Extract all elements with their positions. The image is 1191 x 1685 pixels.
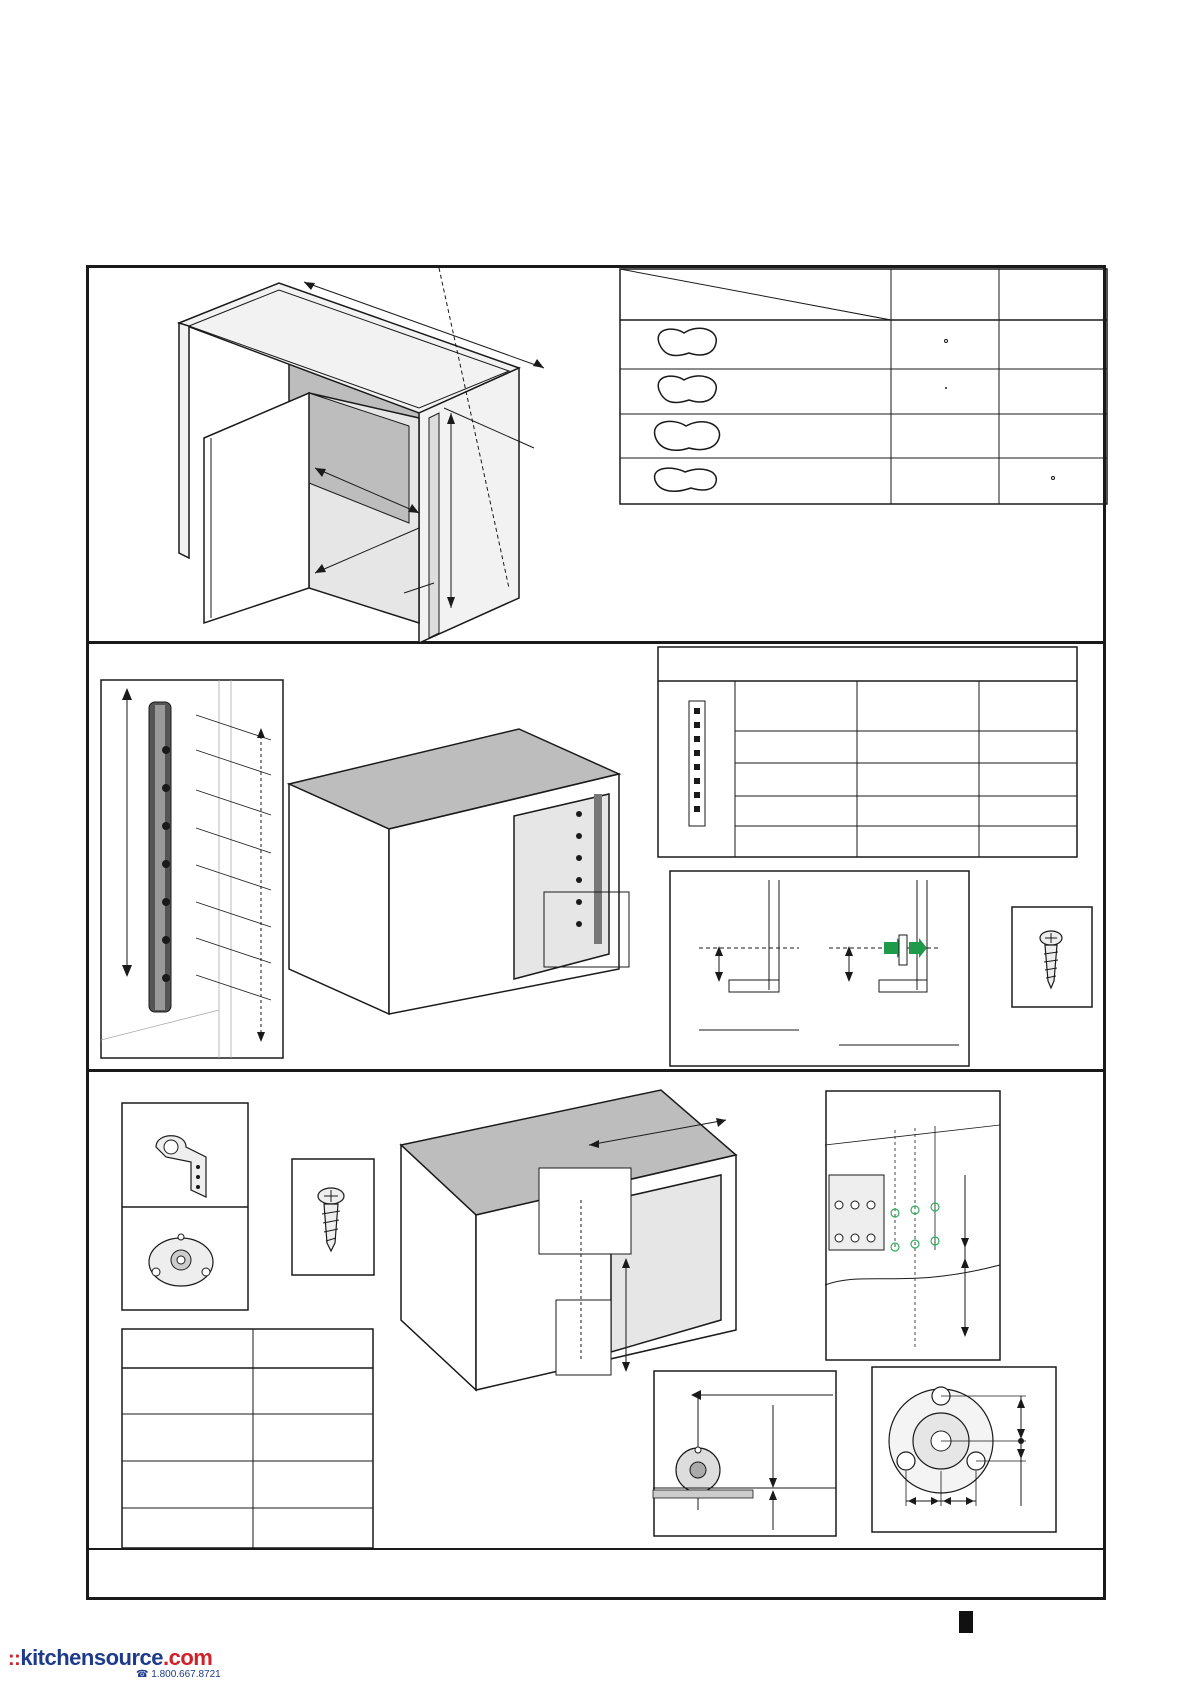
kitchensource-logo[interactable]	[8, 1645, 221, 1680]
screw-detail-box-2	[291, 1158, 375, 1276]
cabinet-bracket-illustration	[401, 1090, 761, 1390]
shelf-outline-icon	[658, 328, 716, 355]
round-mount-top-detail	[871, 1366, 1057, 1534]
cabinet-hinge-illustration	[289, 724, 639, 1024]
shelf-outline-icon	[655, 421, 720, 450]
shelf-outline-icon	[658, 376, 716, 403]
note-strip	[89, 1548, 1103, 1595]
page-number-marker	[959, 1611, 973, 1633]
cabinet-illustration	[89, 268, 559, 644]
bracket-mounting-panel	[89, 1072, 1103, 1595]
phone-number: ☎ 1.800.667.8721	[136, 1669, 221, 1680]
logo-dots: ::	[8, 1648, 21, 1670]
hinge-strip-detail-box	[101, 680, 285, 1060]
cabinet-size-table	[619, 268, 1109, 518]
round-mount-section-detail	[653, 1370, 837, 1538]
bracket-hole-detail	[825, 1090, 1001, 1362]
logo-domain: .com	[163, 1645, 213, 1670]
instruction-sheet	[86, 265, 1106, 1600]
round-mount-icon	[676, 1447, 720, 1492]
hinge-strip-panel	[89, 644, 1103, 1072]
bracket-parts-box	[121, 1102, 249, 1312]
hinge-strip-size-table	[657, 646, 1079, 866]
screw-detail-box	[1011, 906, 1093, 1008]
cabinet-dimension-panel	[89, 268, 1103, 644]
shelf-outline-icon	[655, 468, 717, 491]
hinge-mounting-section-detail	[669, 870, 971, 1068]
logo-name: kitchensource	[20, 1645, 163, 1670]
bracket-size-table	[121, 1328, 375, 1550]
